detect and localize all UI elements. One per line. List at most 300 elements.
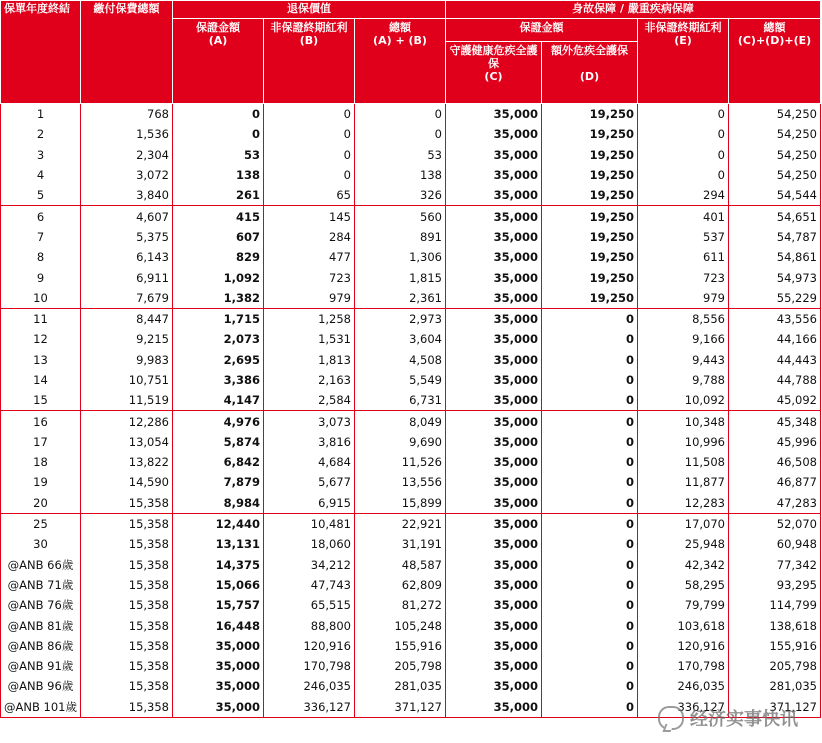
cell-total-premium: 15,358 <box>81 676 173 696</box>
cell-non-guaranteed-b: 6,915 <box>264 493 355 514</box>
table-row <box>1 124 821 144</box>
cell-total-ab: 0 <box>355 104 446 125</box>
table-row <box>1 411 821 432</box>
cell-total-ab: 22,921 <box>355 513 446 534</box>
cell-policy-year: 14 <box>1 370 81 390</box>
cell-total-ab: 62,809 <box>355 575 446 595</box>
cell-extra-critical-d: 0 <box>542 595 638 615</box>
cell-non-guaranteed-e: 723 <box>638 267 729 287</box>
cell-non-guaranteed-b: 3,816 <box>264 432 355 452</box>
cell-non-guaranteed-b: 65,515 <box>264 595 355 615</box>
cell-total-cde: 44,443 <box>729 350 821 370</box>
table-row <box>1 288 821 309</box>
cell-total-ab: 2,973 <box>355 308 446 329</box>
cell-guaranteed-a: 5,874 <box>173 432 264 452</box>
cell-total-cde: 138,618 <box>729 615 821 635</box>
cell-guaranteed-a: 53 <box>173 145 264 165</box>
cell-policy-year: 8 <box>1 247 81 267</box>
cell-total-ab: 155,916 <box>355 636 446 656</box>
cell-guaranteed-a: 138 <box>173 165 264 185</box>
cell-policy-year: @ANB 91歲 <box>1 656 81 676</box>
cell-policy-year: 12 <box>1 329 81 349</box>
header-non-guaranteed-bonus-b: 非保證終期紅利 (B) <box>264 19 355 104</box>
cell-non-guaranteed-b: 120,916 <box>264 636 355 656</box>
cell-total-premium: 15,358 <box>81 534 173 554</box>
table-row <box>1 472 821 492</box>
cell-total-ab: 5,549 <box>355 370 446 390</box>
cell-guard-critical-c: 35,000 <box>446 267 542 287</box>
cell-non-guaranteed-e: 979 <box>638 288 729 309</box>
cell-policy-year: @ANB 66歲 <box>1 555 81 575</box>
cell-guaranteed-a: 8,984 <box>173 493 264 514</box>
cell-non-guaranteed-e: 537 <box>638 227 729 247</box>
cell-non-guaranteed-e: 401 <box>638 206 729 227</box>
cell-guaranteed-a: 4,976 <box>173 411 264 432</box>
cell-total-ab: 1,306 <box>355 247 446 267</box>
table-row <box>1 432 821 452</box>
cell-non-guaranteed-e: 58,295 <box>638 575 729 595</box>
cell-guard-critical-c: 35,000 <box>446 472 542 492</box>
cell-policy-year: 30 <box>1 534 81 554</box>
cell-total-cde: 155,916 <box>729 636 821 656</box>
cell-guard-critical-c: 35,000 <box>446 595 542 615</box>
cell-non-guaranteed-b: 0 <box>264 145 355 165</box>
cell-total-cde: 54,250 <box>729 124 821 144</box>
header-guard-critical-c: 守護健康危疾全護保 (C) <box>446 42 542 104</box>
cell-non-guaranteed-e: 12,283 <box>638 493 729 514</box>
cell-extra-critical-d: 19,250 <box>542 267 638 287</box>
cell-guaranteed-a: 829 <box>173 247 264 267</box>
table-row <box>1 575 821 595</box>
cell-total-ab: 13,556 <box>355 472 446 492</box>
cell-policy-year: @ANB 76歲 <box>1 595 81 615</box>
table-row <box>1 370 821 390</box>
cell-total-ab: 371,127 <box>355 697 446 718</box>
cell-guaranteed-a: 2,695 <box>173 350 264 370</box>
cell-extra-critical-d: 19,250 <box>542 104 638 125</box>
table-row <box>1 145 821 165</box>
cell-extra-critical-d: 0 <box>542 452 638 472</box>
cell-total-cde: 281,035 <box>729 676 821 696</box>
cell-policy-year: @ANB 86歲 <box>1 636 81 656</box>
cell-total-ab: 4,508 <box>355 350 446 370</box>
cell-non-guaranteed-b: 88,800 <box>264 615 355 635</box>
cell-non-guaranteed-e: 0 <box>638 165 729 185</box>
cell-policy-year: @ANB 101歲 <box>1 697 81 718</box>
cell-total-cde: 46,877 <box>729 472 821 492</box>
table-row <box>1 206 821 227</box>
cell-total-premium: 15,358 <box>81 656 173 676</box>
cell-policy-year: 18 <box>1 452 81 472</box>
cell-extra-critical-d: 0 <box>542 513 638 534</box>
cell-total-premium: 15,358 <box>81 615 173 635</box>
table-row <box>1 493 821 514</box>
cell-total-ab: 31,191 <box>355 534 446 554</box>
cell-guaranteed-a: 35,000 <box>173 656 264 676</box>
header-non-guaranteed-bonus-e: 非保證終期紅利 (E) <box>638 19 729 104</box>
cell-total-ab: 0 <box>355 124 446 144</box>
cell-extra-critical-d: 0 <box>542 697 638 718</box>
cell-extra-critical-d: 0 <box>542 615 638 635</box>
cell-total-cde: 54,787 <box>729 227 821 247</box>
cell-guaranteed-a: 1,092 <box>173 267 264 287</box>
cell-non-guaranteed-b: 1,813 <box>264 350 355 370</box>
cell-total-premium: 11,519 <box>81 390 173 411</box>
cell-guaranteed-a: 4,147 <box>173 390 264 411</box>
table-row <box>1 452 821 472</box>
cell-total-ab: 281,035 <box>355 676 446 696</box>
cell-extra-critical-d: 0 <box>542 493 638 514</box>
table-header <box>1 1 821 104</box>
chat-bubble-icon <box>658 706 684 730</box>
cell-extra-critical-d: 0 <box>542 575 638 595</box>
cell-guaranteed-a: 7,879 <box>173 472 264 492</box>
cell-non-guaranteed-e: 336,127 <box>638 697 729 718</box>
cell-extra-critical-d: 0 <box>542 656 638 676</box>
cell-total-premium: 15,358 <box>81 697 173 718</box>
cell-total-premium: 13,054 <box>81 432 173 452</box>
cell-non-guaranteed-b: 0 <box>264 165 355 185</box>
cell-non-guaranteed-e: 10,348 <box>638 411 729 432</box>
cell-total-cde: 47,283 <box>729 493 821 514</box>
cell-total-ab: 11,526 <box>355 452 446 472</box>
cell-policy-year: 7 <box>1 227 81 247</box>
cell-policy-year: 15 <box>1 390 81 411</box>
table-row <box>1 350 821 370</box>
cell-total-cde: 371,127 <box>729 697 821 718</box>
header-extra-critical-d: 額外危疾全護保 (D) <box>542 42 638 104</box>
cell-total-premium: 768 <box>81 104 173 125</box>
cell-non-guaranteed-e: 120,916 <box>638 636 729 656</box>
cell-guard-critical-c: 35,000 <box>446 513 542 534</box>
cell-total-premium: 9,215 <box>81 329 173 349</box>
cell-non-guaranteed-e: 10,996 <box>638 432 729 452</box>
cell-non-guaranteed-e: 611 <box>638 247 729 267</box>
cell-extra-critical-d: 19,250 <box>542 247 638 267</box>
table-row <box>1 247 821 267</box>
cell-non-guaranteed-b: 979 <box>264 288 355 309</box>
cell-guard-critical-c: 35,000 <box>446 575 542 595</box>
cell-extra-critical-d: 19,250 <box>542 165 638 185</box>
cell-total-cde: 55,229 <box>729 288 821 309</box>
cell-policy-year: 9 <box>1 267 81 287</box>
cell-total-ab: 15,899 <box>355 493 446 514</box>
cell-policy-year: 4 <box>1 165 81 185</box>
cell-non-guaranteed-e: 294 <box>638 185 729 206</box>
cell-policy-year: @ANB 96歲 <box>1 676 81 696</box>
cell-non-guaranteed-b: 10,481 <box>264 513 355 534</box>
cell-guard-critical-c: 35,000 <box>446 370 542 390</box>
cell-extra-critical-d: 0 <box>542 329 638 349</box>
cell-guard-critical-c: 35,000 <box>446 227 542 247</box>
header-policy-year: 保單年度終結 <box>1 1 81 104</box>
cell-policy-year: @ANB 71歲 <box>1 575 81 595</box>
cell-guaranteed-a: 0 <box>173 124 264 144</box>
cell-guard-critical-c: 35,000 <box>446 329 542 349</box>
cell-non-guaranteed-b: 4,684 <box>264 452 355 472</box>
table-row <box>1 185 821 206</box>
cell-non-guaranteed-e: 246,035 <box>638 676 729 696</box>
cell-total-premium: 5,375 <box>81 227 173 247</box>
cell-total-premium: 15,358 <box>81 555 173 575</box>
cell-total-cde: 54,651 <box>729 206 821 227</box>
cell-policy-year: 6 <box>1 206 81 227</box>
table-row <box>1 329 821 349</box>
cell-total-cde: 54,861 <box>729 247 821 267</box>
cell-guard-critical-c: 35,000 <box>446 165 542 185</box>
cell-guaranteed-a: 35,000 <box>173 697 264 718</box>
cell-total-premium: 3,072 <box>81 165 173 185</box>
cell-non-guaranteed-e: 170,798 <box>638 656 729 676</box>
cell-extra-critical-d: 19,250 <box>542 288 638 309</box>
cell-guaranteed-a: 1,382 <box>173 288 264 309</box>
cell-non-guaranteed-b: 336,127 <box>264 697 355 718</box>
cell-non-guaranteed-b: 284 <box>264 227 355 247</box>
cell-non-guaranteed-e: 10,092 <box>638 390 729 411</box>
cell-total-premium: 8,447 <box>81 308 173 329</box>
cell-guaranteed-a: 13,131 <box>173 534 264 554</box>
cell-guard-critical-c: 35,000 <box>446 452 542 472</box>
cell-total-ab: 48,587 <box>355 555 446 575</box>
cell-non-guaranteed-e: 9,166 <box>638 329 729 349</box>
header-total-ab: 總額 (A) + (B) <box>355 19 446 104</box>
header-guaranteed-amount-death: 保證金額 <box>446 19 638 42</box>
cell-policy-year: 25 <box>1 513 81 534</box>
cell-non-guaranteed-b: 65 <box>264 185 355 206</box>
cell-non-guaranteed-b: 1,531 <box>264 329 355 349</box>
cell-total-cde: 54,250 <box>729 104 821 125</box>
cell-policy-year: 5 <box>1 185 81 206</box>
table-row <box>1 534 821 554</box>
cell-total-ab: 560 <box>355 206 446 227</box>
cell-non-guaranteed-e: 11,508 <box>638 452 729 472</box>
cell-non-guaranteed-b: 3,073 <box>264 411 355 432</box>
cell-extra-critical-d: 0 <box>542 390 638 411</box>
table-row <box>1 595 821 615</box>
table-body <box>1 104 821 718</box>
cell-extra-critical-d: 19,250 <box>542 206 638 227</box>
cell-non-guaranteed-e: 0 <box>638 145 729 165</box>
cell-non-guaranteed-b: 170,798 <box>264 656 355 676</box>
cell-total-cde: 45,996 <box>729 432 821 452</box>
cell-total-cde: 45,348 <box>729 411 821 432</box>
table-row <box>1 615 821 635</box>
cell-policy-year: 10 <box>1 288 81 309</box>
cell-guard-critical-c: 35,000 <box>446 656 542 676</box>
cell-non-guaranteed-e: 79,799 <box>638 595 729 615</box>
cell-total-premium: 15,358 <box>81 636 173 656</box>
cell-guard-critical-c: 35,000 <box>446 411 542 432</box>
cell-extra-critical-d: 19,250 <box>542 124 638 144</box>
cell-guaranteed-a: 14,375 <box>173 555 264 575</box>
cell-total-ab: 9,690 <box>355 432 446 452</box>
cell-extra-critical-d: 0 <box>542 676 638 696</box>
cell-guard-critical-c: 35,000 <box>446 185 542 206</box>
cell-policy-year: 2 <box>1 124 81 144</box>
cell-extra-critical-d: 0 <box>542 308 638 329</box>
cell-guaranteed-a: 415 <box>173 206 264 227</box>
cell-guard-critical-c: 35,000 <box>446 555 542 575</box>
cell-total-premium: 13,822 <box>81 452 173 472</box>
cell-guard-critical-c: 35,000 <box>446 350 542 370</box>
cell-extra-critical-d: 0 <box>542 534 638 554</box>
cell-guard-critical-c: 35,000 <box>446 206 542 227</box>
cell-total-ab: 205,798 <box>355 656 446 676</box>
cell-total-premium: 12,286 <box>81 411 173 432</box>
cell-extra-critical-d: 0 <box>542 432 638 452</box>
cell-policy-year: 13 <box>1 350 81 370</box>
cell-guard-critical-c: 35,000 <box>446 493 542 514</box>
cell-guaranteed-a: 261 <box>173 185 264 206</box>
cell-total-premium: 6,911 <box>81 267 173 287</box>
cell-guaranteed-a: 35,000 <box>173 676 264 696</box>
cell-policy-year: 19 <box>1 472 81 492</box>
cell-total-ab: 105,248 <box>355 615 446 635</box>
table-row <box>1 165 821 185</box>
cell-non-guaranteed-b: 246,035 <box>264 676 355 696</box>
cell-guard-critical-c: 35,000 <box>446 145 542 165</box>
cell-extra-critical-d: 19,250 <box>542 145 638 165</box>
cell-non-guaranteed-b: 0 <box>264 124 355 144</box>
cell-guard-critical-c: 35,000 <box>446 104 542 125</box>
cell-total-cde: 44,788 <box>729 370 821 390</box>
cell-total-ab: 891 <box>355 227 446 247</box>
header-surrender-value: 退保價值 <box>173 1 446 19</box>
header-total-premium: 繳付保費總額 <box>81 1 173 104</box>
table-row <box>1 555 821 575</box>
cell-extra-critical-d: 0 <box>542 555 638 575</box>
cell-policy-year: 20 <box>1 493 81 514</box>
table-row <box>1 227 821 247</box>
cell-total-ab: 2,361 <box>355 288 446 309</box>
cell-guaranteed-a: 2,073 <box>173 329 264 349</box>
cell-total-cde: 43,556 <box>729 308 821 329</box>
cell-non-guaranteed-b: 34,212 <box>264 555 355 575</box>
cell-total-ab: 8,049 <box>355 411 446 432</box>
cell-guaranteed-a: 3,386 <box>173 370 264 390</box>
cell-total-ab: 53 <box>355 145 446 165</box>
cell-policy-year: 17 <box>1 432 81 452</box>
cell-guard-critical-c: 35,000 <box>446 288 542 309</box>
cell-guaranteed-a: 0 <box>173 104 264 125</box>
cell-non-guaranteed-b: 18,060 <box>264 534 355 554</box>
cell-non-guaranteed-b: 0 <box>264 104 355 125</box>
cell-guard-critical-c: 35,000 <box>446 636 542 656</box>
cell-policy-year: 11 <box>1 308 81 329</box>
cell-guaranteed-a: 12,440 <box>173 513 264 534</box>
cell-non-guaranteed-e: 11,877 <box>638 472 729 492</box>
header-death-critical-benefit: 身故保障 / 嚴重疾病保障 <box>446 1 821 19</box>
table-row <box>1 267 821 287</box>
cell-total-cde: 205,798 <box>729 656 821 676</box>
cell-total-cde: 46,508 <box>729 452 821 472</box>
watermark <box>658 705 798 731</box>
cell-extra-critical-d: 0 <box>542 370 638 390</box>
header-guaranteed-amount-a: 保證金額 (A) <box>173 19 264 104</box>
cell-total-cde: 52,070 <box>729 513 821 534</box>
table-row <box>1 676 821 696</box>
table-row <box>1 390 821 411</box>
cell-extra-critical-d: 0 <box>542 472 638 492</box>
cell-guaranteed-a: 607 <box>173 227 264 247</box>
cell-guaranteed-a: 35,000 <box>173 636 264 656</box>
cell-non-guaranteed-b: 5,677 <box>264 472 355 492</box>
cell-guaranteed-a: 6,842 <box>173 452 264 472</box>
cell-total-cde: 93,295 <box>729 575 821 595</box>
cell-total-cde: 45,092 <box>729 390 821 411</box>
cell-non-guaranteed-e: 0 <box>638 124 729 144</box>
cell-total-cde: 44,166 <box>729 329 821 349</box>
table-row <box>1 104 821 125</box>
cell-guard-critical-c: 35,000 <box>446 247 542 267</box>
cell-guard-critical-c: 35,000 <box>446 432 542 452</box>
cell-guard-critical-c: 35,000 <box>446 308 542 329</box>
cell-total-premium: 15,358 <box>81 493 173 514</box>
cell-policy-year: 1 <box>1 104 81 125</box>
cell-non-guaranteed-b: 1,258 <box>264 308 355 329</box>
cell-total-premium: 15,358 <box>81 575 173 595</box>
cell-guard-critical-c: 35,000 <box>446 676 542 696</box>
cell-non-guaranteed-e: 103,618 <box>638 615 729 635</box>
cell-total-premium: 4,607 <box>81 206 173 227</box>
cell-total-cde: 54,973 <box>729 267 821 287</box>
cell-non-guaranteed-b: 2,163 <box>264 370 355 390</box>
cell-extra-critical-d: 19,250 <box>542 227 638 247</box>
table-row <box>1 636 821 656</box>
cell-total-cde: 60,948 <box>729 534 821 554</box>
cell-total-ab: 1,815 <box>355 267 446 287</box>
table-row <box>1 513 821 534</box>
cell-total-cde: 54,544 <box>729 185 821 206</box>
cell-non-guaranteed-e: 42,342 <box>638 555 729 575</box>
cell-non-guaranteed-e: 9,443 <box>638 350 729 370</box>
cell-policy-year: @ANB 81歲 <box>1 615 81 635</box>
cell-total-premium: 7,679 <box>81 288 173 309</box>
cell-extra-critical-d: 0 <box>542 636 638 656</box>
cell-total-premium: 15,358 <box>81 595 173 615</box>
cell-extra-critical-d: 0 <box>542 350 638 370</box>
cell-total-cde: 114,799 <box>729 595 821 615</box>
table-row <box>1 308 821 329</box>
cell-total-ab: 81,272 <box>355 595 446 615</box>
cell-extra-critical-d: 19,250 <box>542 185 638 206</box>
cell-non-guaranteed-e: 9,788 <box>638 370 729 390</box>
cell-non-guaranteed-b: 723 <box>264 267 355 287</box>
cell-non-guaranteed-b: 2,584 <box>264 390 355 411</box>
cell-total-premium: 6,143 <box>81 247 173 267</box>
cell-total-cde: 54,250 <box>729 145 821 165</box>
header-total-cde: 總額 (C)+(D)+(E) <box>729 19 821 104</box>
cell-total-premium: 10,751 <box>81 370 173 390</box>
cell-guaranteed-a: 16,448 <box>173 615 264 635</box>
cell-total-ab: 6,731 <box>355 390 446 411</box>
watermark-text: 经济实事快讯 <box>690 709 798 730</box>
cell-total-ab: 3,604 <box>355 329 446 349</box>
cell-total-premium: 1,536 <box>81 124 173 144</box>
cell-total-ab: 326 <box>355 185 446 206</box>
cell-guard-critical-c: 35,000 <box>446 697 542 718</box>
cell-guard-critical-c: 35,000 <box>446 615 542 635</box>
cell-non-guaranteed-e: 25,948 <box>638 534 729 554</box>
cell-guard-critical-c: 35,000 <box>446 390 542 411</box>
cell-guard-critical-c: 35,000 <box>446 534 542 554</box>
cell-total-premium: 2,304 <box>81 145 173 165</box>
cell-non-guaranteed-e: 0 <box>638 104 729 125</box>
cell-total-ab: 138 <box>355 165 446 185</box>
cell-total-cde: 54,250 <box>729 165 821 185</box>
table-row <box>1 656 821 676</box>
cell-non-guaranteed-b: 477 <box>264 247 355 267</box>
